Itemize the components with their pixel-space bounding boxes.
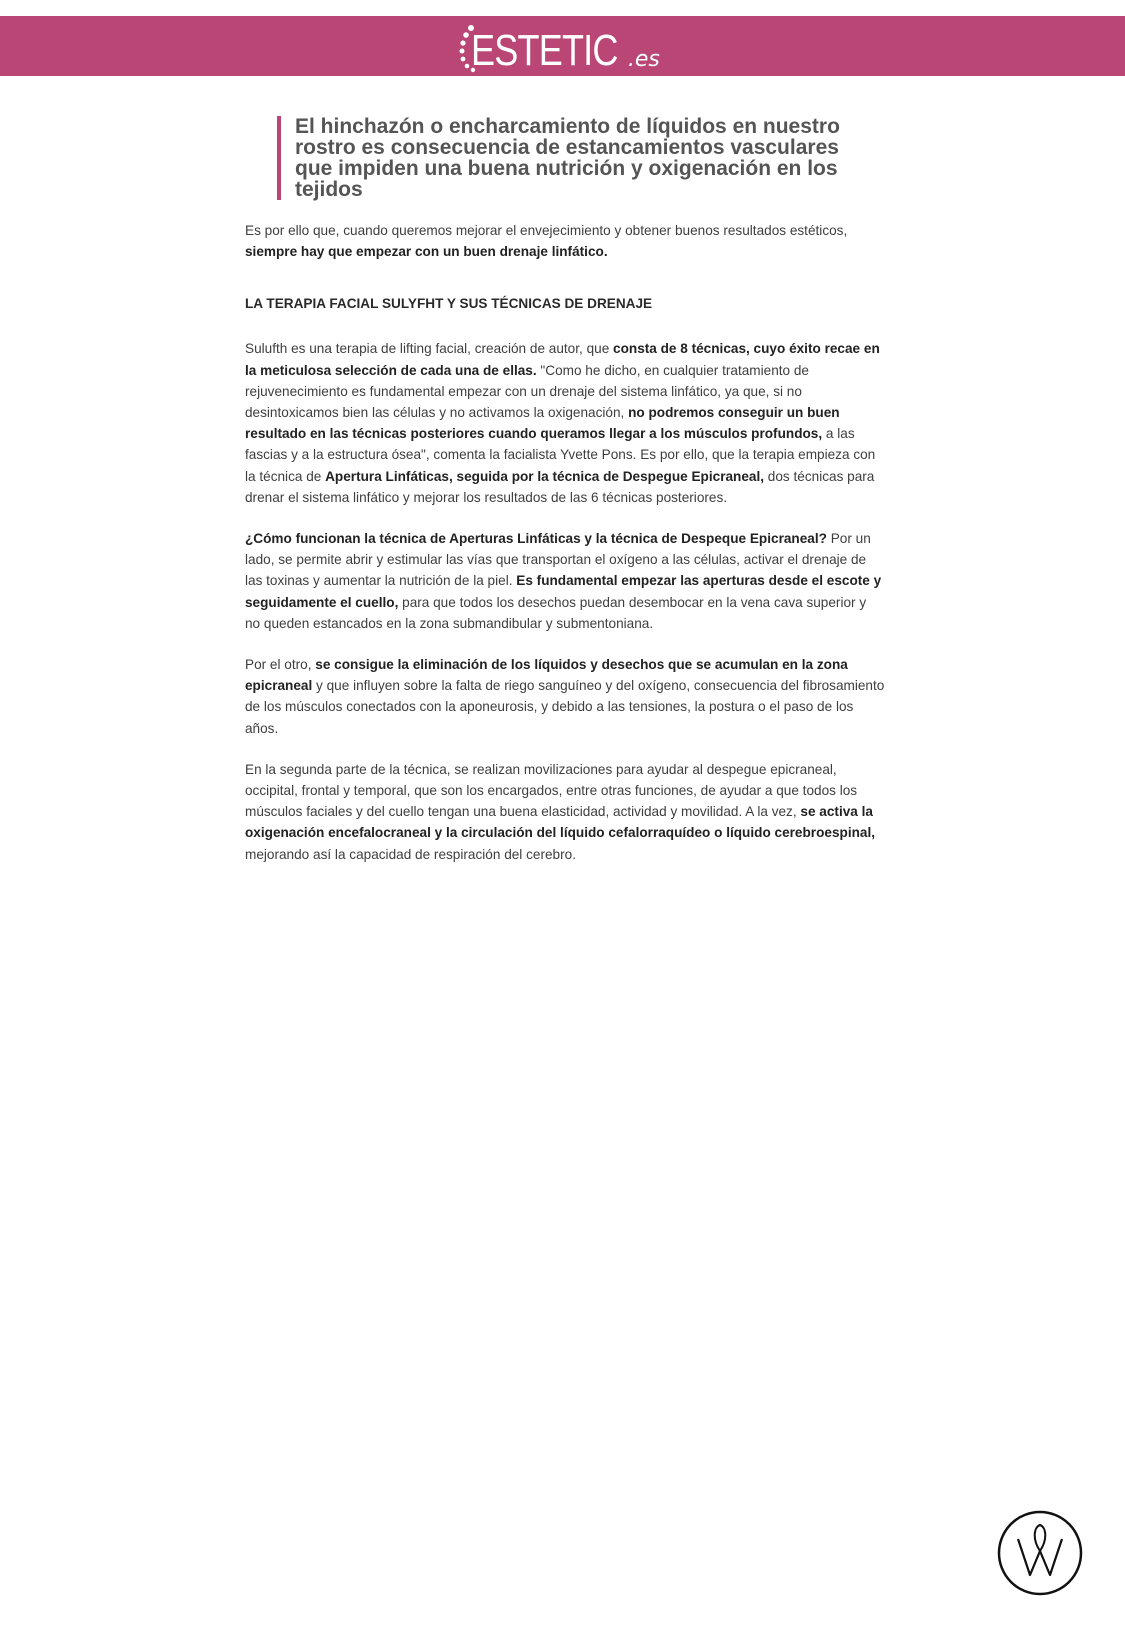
text-span: Por un lado, se permite abrir y estimular las vías que transportan el oxígeno a las células, activar el drenaje de las toxinas y aumentar la nutrición de la piel. <box>245 531 871 589</box>
bold-span: se consigue la eliminación de los líquidos y desechos que se acumulan en la zona epicraneal <box>245 657 848 694</box>
text-span: mejorando así la capacidad de respiración del cerebro. <box>245 846 576 862</box>
paragraph-second-part <box>245 759 885 865</box>
bold-span: siempre hay que empezar con un buen drenaje linfático. <box>245 244 608 260</box>
text-span: para que todos los desechos puedan desembocar en la vena cava superior y no queden estancados en la zona submandibular y submentoniana. <box>245 594 867 631</box>
text-span: Sulufth es una terapia de lifting facial, creación de autor, que <box>245 341 614 357</box>
section-title: LA TERAPIA FACIAL SULYFHT Y SUS TÉCNICAS DE DRENAJE <box>245 296 653 312</box>
text-span: Es por ello que, cuando queremos mejorar el envejecimiento y obtener buenos resultados estéticos, <box>245 223 848 238</box>
article-body <box>245 116 885 885</box>
text-span: En la segunda parte de la técnica, se realizan movilizaciones para ayudar al despegue epicraneal, occipital, frontal y temporal, que son los encargados, entre otras funciones, de ayudar a que todos los músculos faciales y del cuello tengan una buena elasticidad, actividad y movilidad. A la vez, <box>245 761 858 820</box>
bold-span: no podremos conseguir un buen resultado en las técnicas posteriores cuando queramos llegar a los músculos profundos, <box>245 405 840 442</box>
bold-span: ¿Cómo funcionan la técnica de Aperturas Linfáticas y la técnica de Despeque Epicraneal? <box>245 531 827 547</box>
paragraph-how-it-works <box>245 528 885 634</box>
text-span: Por el otro, <box>245 657 316 673</box>
paragraph-sulyfht <box>245 338 885 508</box>
pull-quote: El hinchazón o encharcamiento de líquidos en nuestro rostro es consecuencia de estancamientos vasculares que impiden una buena nutrición y oxigenación en los tejidos <box>277 116 855 200</box>
text-span: "Como he dicho, en cualquier tratamiento de rejuvenecimiento es fundamental empezar con un drenaje del sistema linfático, ya que, si no desintoxicamos bien las células y no activamos la oxigenación, <box>245 362 809 421</box>
bold-span: Es fundamental empezar las aperturas desde el escote y seguidamente el cuello, <box>245 573 882 610</box>
text-span: dos técnicas para drenar el sistema linfático y mejorar los resultados de las 6 técnicas posteriores. <box>245 468 875 505</box>
logo-suffix: .es <box>627 47 660 72</box>
paragraph-intro <box>245 220 885 262</box>
paragraph-other-side <box>245 654 885 739</box>
text-span: y que influyen sobre la falta de riego sanguíneo y del oxígeno, consecuencia del fibrosamiento de los músculos conectados con la aponeurosis, y debido a las tensiones, la postura o el paso de los años. <box>245 678 885 736</box>
text-span: a las fascias y a la estructura ósea", comenta la facialista Yvette Pons. Es por ello, que la terapia empieza con la técnica de <box>245 426 876 484</box>
bold-span: se activa la oxigenación encefalocraneal y la circulación del líquido cefalorraquídeo o líquido cerebroespinal, <box>245 804 876 841</box>
estetic-logo[interactable] <box>465 19 660 73</box>
site-header <box>0 16 1125 76</box>
bold-span: Apertura Linfáticas, seguida por la técnica de Despegue Epicraneal, <box>325 468 765 484</box>
bold-span: consta de 8 técnicas, cuyo éxito recae en la meticulosa selección de cada una de ellas. <box>245 341 880 378</box>
logo-text: ESTETIC <box>471 26 618 75</box>
circle-w-monogram-icon[interactable] <box>996 1509 1084 1597</box>
